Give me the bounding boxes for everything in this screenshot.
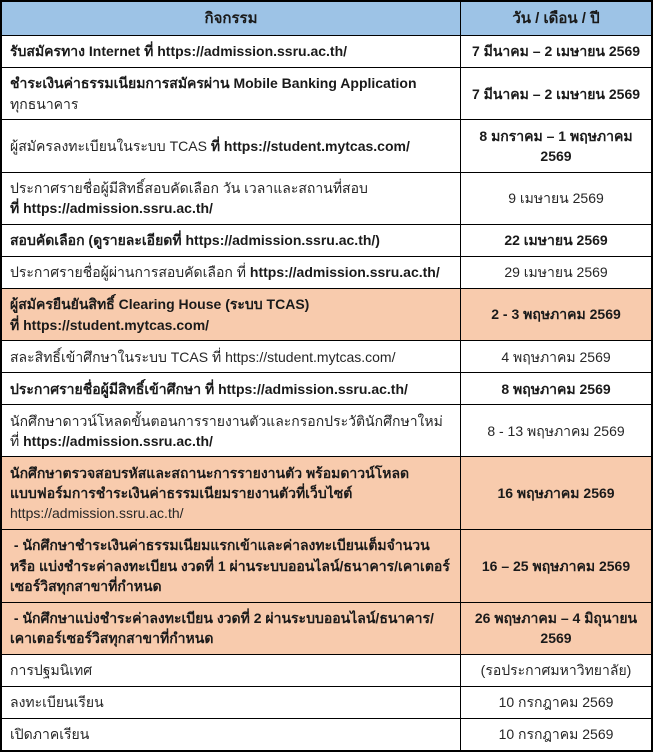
text-segment: เปิดภาคเรียน xyxy=(10,726,90,743)
text-line xyxy=(10,230,452,250)
date-cell xyxy=(461,120,651,171)
text-segment: ที่ https://student.mytcas.com/ xyxy=(10,316,210,333)
text-line xyxy=(10,198,452,218)
header-label-activity: กิจกรรม xyxy=(204,9,258,27)
header-cell-activity xyxy=(2,2,461,35)
activity-cell xyxy=(2,68,461,119)
text-line xyxy=(10,41,452,61)
table-row xyxy=(2,289,651,341)
text-line xyxy=(10,483,452,503)
table-row xyxy=(2,257,651,289)
text-segment: นักศึกษาตรวจสอบรหัสและสถานะการรายงานตัว พร้อมดาวน์โหลด xyxy=(10,464,410,481)
activity-cell xyxy=(2,457,461,529)
text-segment: เซอร์วิสทุกสาขาที่กำหนด xyxy=(10,578,162,595)
text-line xyxy=(501,347,610,367)
table-row xyxy=(2,373,651,405)
date-cell xyxy=(461,719,651,750)
text-segment: ประกาศรายชื่อผู้มีสิทธิ์สอบคัดเลือก วัน เวลาและสถานที่สอบ xyxy=(10,179,368,196)
text-segment: 9 เมษายน 2569 xyxy=(508,190,604,207)
text-segment: 7 มีนาคม – 2 เมษายน 2569 xyxy=(471,43,641,60)
text-segment: ชำระเงินค่าธรรมเนียมการสมัครผ่าน Mobile Banking Application xyxy=(10,75,417,92)
text-line xyxy=(10,347,452,367)
text-segment: ที่ https://student.mytcas.com/ xyxy=(210,137,410,154)
text-segment: เคาเตอร์เซอร์วิสทุกสาขาที่กำหนด xyxy=(10,630,214,647)
text-line xyxy=(10,73,452,93)
text-segment: 8 - 13 พฤษภาคม 2569 xyxy=(487,422,625,439)
activity-cell xyxy=(2,405,461,456)
table-row xyxy=(2,457,651,530)
text-segment: ผู้สมัครยืนยันสิทธิ์ Clearing House (ระบบ TCAS) xyxy=(10,296,310,313)
text-line xyxy=(10,315,452,335)
table-row xyxy=(2,687,651,719)
date-cell xyxy=(461,225,651,256)
date-cell xyxy=(461,36,651,67)
table-row xyxy=(2,655,651,687)
text-segment: นักศึกษาดาวน์โหลดขั้นตอนการรายงานตัวและกรอกประวัตินักศึกษาใหม่ xyxy=(10,412,443,429)
table-row xyxy=(2,603,651,655)
text-line xyxy=(10,556,452,576)
text-segment: 26 พฤษภาคม – 4 มิถุนายน xyxy=(474,610,638,627)
text-line xyxy=(10,692,452,712)
text-line xyxy=(10,262,452,282)
activity-cell xyxy=(2,289,461,340)
text-segment: ประกาศรายชื่อผู้ผ่านการสอบคัดเลือก ที่ xyxy=(10,264,250,281)
text-segment: หรือ แบ่งชำระค่าลงทะเบียน งวดที่ 1 ผ่านระบบออนไลน์/ธนาคาร/เคาเตอร์ xyxy=(10,557,450,574)
table-row xyxy=(2,68,651,120)
text-segment: ที่ xyxy=(10,432,24,449)
text-line xyxy=(487,421,624,441)
text-line xyxy=(482,556,630,576)
text-line xyxy=(10,628,452,648)
text-line xyxy=(501,379,610,399)
text-segment: ที่ https://admission.ssru.ac.th/ xyxy=(10,200,213,217)
text-segment: 10 กรกฎาคม 2569 xyxy=(498,726,614,743)
text-line xyxy=(10,379,452,399)
text-segment: รับสมัครทาง Internet ที่ https://admission.ssru.ac.th/ xyxy=(10,43,348,60)
activity-cell xyxy=(2,341,461,372)
date-cell xyxy=(461,289,651,340)
text-segment: การปฐมนิเทศ xyxy=(10,662,93,679)
date-cell xyxy=(461,530,651,602)
text-line xyxy=(10,94,452,114)
date-cell xyxy=(461,687,651,718)
date-cell xyxy=(461,173,651,224)
text-line xyxy=(10,411,452,431)
activity-cell xyxy=(2,257,461,288)
text-segment: 7 มีนาคม – 2 เมษายน 2569 xyxy=(471,85,641,102)
date-cell xyxy=(461,457,651,529)
table-row xyxy=(2,225,651,257)
text-line xyxy=(491,304,621,324)
text-line xyxy=(10,463,452,483)
text-line xyxy=(10,724,452,744)
text-line xyxy=(499,692,614,712)
text-line xyxy=(504,262,607,282)
text-line xyxy=(10,294,452,314)
text-line xyxy=(475,608,637,628)
text-segment: 2 - 3 พฤษภาคม 2569 xyxy=(491,306,621,323)
activity-cell xyxy=(2,225,461,256)
text-segment: - นักศึกษาชำระเงินค่าธรรมเนียมแรกเข้าและค่าลงทะเบียนเต็มจำนวน xyxy=(10,537,430,554)
activity-cell xyxy=(2,373,461,404)
text-line xyxy=(10,535,452,555)
activity-cell xyxy=(2,120,461,171)
text-line xyxy=(10,178,452,198)
text-segment: ลงทะเบียนเรียน xyxy=(10,694,104,711)
header-label-date: วัน / เดือน / ปี xyxy=(512,9,600,27)
text-line xyxy=(469,126,643,167)
text-line xyxy=(504,230,607,250)
text-segment: 8 พฤษภาคม 2569 xyxy=(501,380,611,397)
text-segment: สละสิทธิ์เข้าศึกษาในระบบ TCAS ที่ https://student.mytcas.com/ xyxy=(10,348,396,365)
date-cell xyxy=(461,341,651,372)
text-segment: (รอประกาศมหาวิทยาลัย) xyxy=(480,662,632,679)
header-cell-date xyxy=(461,2,651,35)
text-line xyxy=(10,576,452,596)
text-line xyxy=(508,188,604,208)
table-row xyxy=(2,719,651,750)
text-segment: 29 เมษายน 2569 xyxy=(504,264,608,281)
text-segment: 10 กรกฎาคม 2569 xyxy=(498,694,614,711)
date-cell xyxy=(461,405,651,456)
table-row xyxy=(2,530,651,603)
text-segment: https://admission.ssru.ac.th/ xyxy=(249,264,440,281)
text-segment: 2569 xyxy=(540,630,572,647)
date-cell xyxy=(461,655,651,686)
text-segment: ผู้สมัครลงทะเบียนในระบบ TCAS xyxy=(10,137,211,154)
text-segment: 8 มกราคม – 1 พฤษภาคม 2569 xyxy=(479,127,637,164)
text-segment: สอบคัดเลือก (ดูรายละเอียดที่ https://admission.ssru.ac.th/) xyxy=(10,232,380,249)
text-segment: 16 – 25 พฤษภาคม 2569 xyxy=(481,557,631,574)
activity-cell xyxy=(2,719,461,750)
text-segment: - นักศึกษาแบ่งชำระค่าลงทะเบียน งวดที่ 2 ผ่านระบบออนไลน์/ธนาคาร/ xyxy=(10,610,434,627)
activity-cell xyxy=(2,530,461,602)
text-segment: 16 พฤษภาคม 2569 xyxy=(497,485,615,502)
date-cell xyxy=(461,603,651,654)
text-line xyxy=(497,483,614,503)
table-row xyxy=(2,120,651,172)
text-segment: แบบฟอร์มการชำระเงินค่าธรรมเนียมรายงานตัวที่เว็บไซต์ xyxy=(10,485,353,502)
text-line xyxy=(540,628,571,648)
text-segment: ประกาศรายชื่อผู้มีสิทธิ์เข้าศึกษา ที่ https://admission.ssru.ac.th/ xyxy=(10,380,408,397)
text-line xyxy=(10,136,452,156)
text-line xyxy=(499,724,614,744)
text-line xyxy=(472,84,640,104)
table-row xyxy=(2,173,651,225)
text-line xyxy=(10,660,452,680)
text-line xyxy=(10,503,452,523)
text-line xyxy=(10,608,452,628)
text-segment: 22 เมษายน 2569 xyxy=(504,232,608,249)
table-header-row xyxy=(2,2,651,36)
activity-cell xyxy=(2,36,461,67)
activity-cell xyxy=(2,655,461,686)
text-line xyxy=(10,431,452,451)
table-row xyxy=(2,341,651,373)
text-line xyxy=(481,660,632,680)
activity-cell xyxy=(2,173,461,224)
date-cell xyxy=(461,68,651,119)
table-row xyxy=(2,36,651,68)
date-cell xyxy=(461,257,651,288)
table-row xyxy=(2,405,651,457)
text-segment: ทุกธนาคาร xyxy=(10,95,79,112)
text-segment: https://admission.ssru.ac.th/ xyxy=(23,432,213,449)
activity-cell xyxy=(2,603,461,654)
text-line xyxy=(472,41,640,61)
text-segment: 4 พฤษภาคม 2569 xyxy=(501,348,611,365)
activity-cell xyxy=(2,687,461,718)
text-segment: https://admission.ssru.ac.th/ xyxy=(10,505,184,522)
date-cell xyxy=(461,373,651,404)
